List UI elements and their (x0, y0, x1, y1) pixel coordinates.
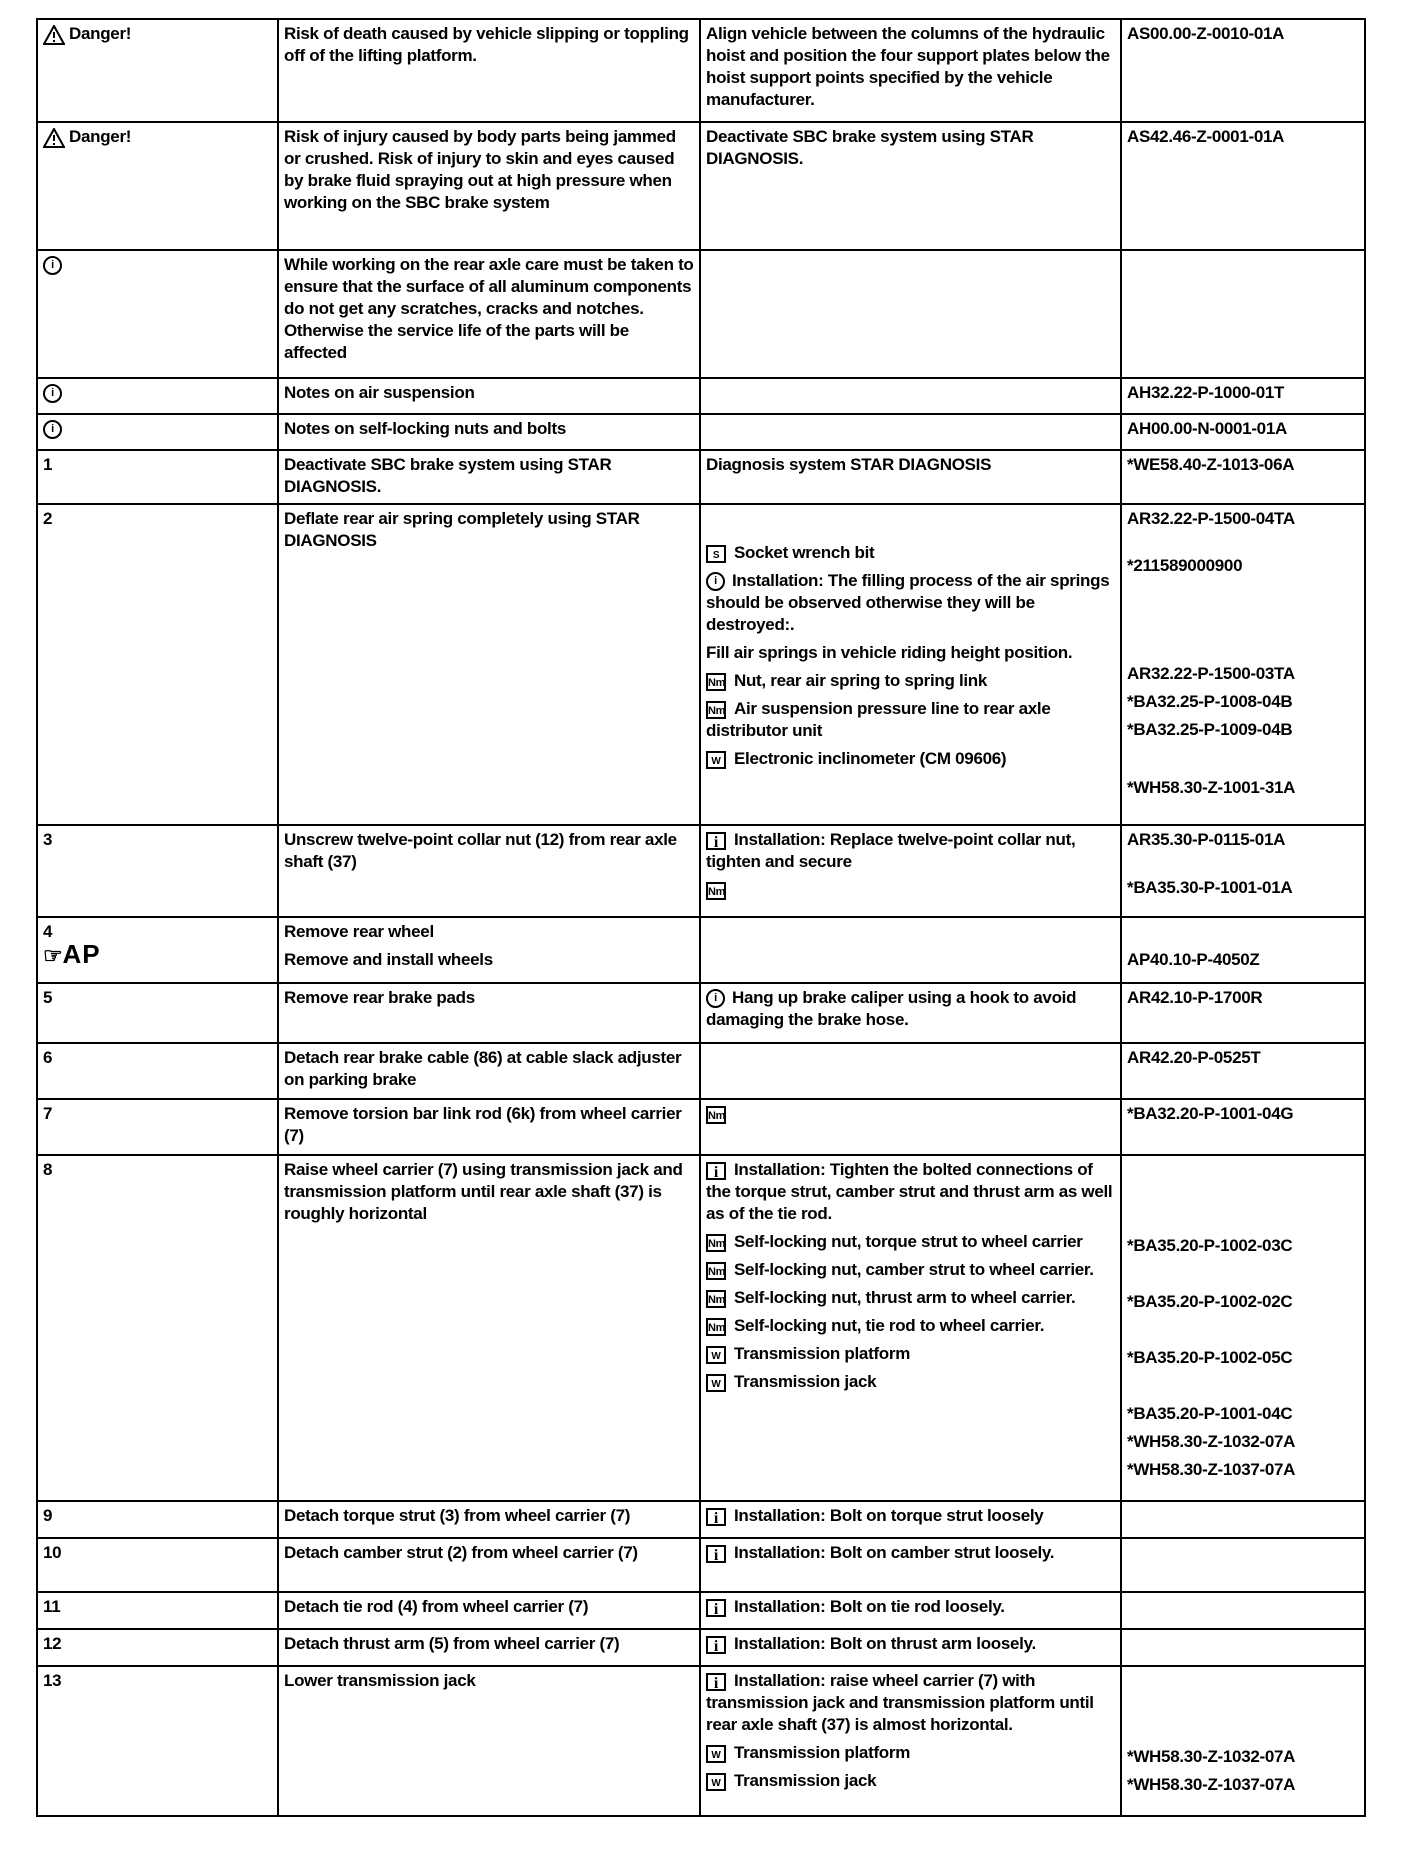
torque-nm-icon: Nm (706, 1262, 726, 1280)
torque-nm-icon: Nm (706, 673, 726, 691)
table-row (37, 1592, 1365, 1629)
torque-nm-icon: Nm (706, 1234, 726, 1252)
info-cell (700, 1099, 1121, 1155)
action-cell: Risk of injury caused by body parts being jammed or crushed. Risk of injury to skin and eyes caused by brake fluid spraying out at high pressure when working on the SBC brake system (278, 122, 700, 250)
procedure-table (36, 18, 1366, 1817)
special-tool-icon: W (706, 751, 726, 769)
step-number: 8 (37, 1155, 278, 1501)
table-row (37, 1666, 1365, 1816)
reference-cell: *BA32.20-P-1001-04G (1121, 1099, 1365, 1155)
step-number: 9 (37, 1501, 278, 1538)
table-row (37, 414, 1365, 450)
table-row (37, 504, 1365, 825)
info-cell: Align vehicle between the columns of the hydraulic hoist and position the four support plates below the hoist support points specified by the vehicle manufacturer. (700, 19, 1121, 122)
reference-cell (1121, 250, 1365, 378)
table-row (37, 917, 1365, 983)
info-icon: i (706, 1508, 726, 1526)
reference-cell: AR42.20-P-0525T (1121, 1043, 1365, 1099)
info-icon: i (706, 1162, 726, 1180)
info-cell: i Installation: Bolt on thrust arm loosely. (700, 1629, 1121, 1666)
reference-cell: *BA35.20-P-1002-03C *BA35.20-P-1002-02C *BA35.20-P-1002-05C *BA35.20-P-1001-04C *WH58.30-Z-1032-07A *WH58.30-Z-1037-07A (1121, 1155, 1365, 1501)
note-circle-icon: i (43, 384, 62, 403)
info-cell: i Installation: Tighten the bolted connections of the torque strut, camber strut and thrust arm as well as of the tie rod. Nm Self-locking nut, torque strut to wheel carrier Nm Self-locking nut, camber strut to wheel carrier. Nm Self-locking nut, thrust arm to wheel carrier. Nm Self-locking nut, tie rod to wheel carrier. W Transmission platform W Transmission jack (700, 1155, 1121, 1501)
table-row (37, 19, 1365, 122)
action-cell: Detach camber strut (2) from wheel carrier (7) (278, 1538, 700, 1592)
step-cell (37, 250, 278, 378)
torque-nm-icon: Nm (706, 1106, 726, 1124)
info-cell: Deactivate SBC brake system using STAR DIAGNOSIS. (700, 122, 1121, 250)
step-number: 12 (37, 1629, 278, 1666)
reference-cell: AR42.10-P-1700R (1121, 983, 1365, 1043)
info-cell: i Installation: Bolt on tie rod loosely. (700, 1592, 1121, 1629)
step-cell (37, 19, 278, 122)
action-cell: Deflate rear air spring completely using STAR DIAGNOSIS (278, 504, 700, 825)
step-number: 5 (37, 983, 278, 1043)
special-tool-icon: W (706, 1745, 726, 1763)
step-number: 13 (37, 1666, 278, 1816)
action-cell: Remove rear brake pads (278, 983, 700, 1043)
note-circle-icon: i (706, 989, 725, 1008)
table-row (37, 983, 1365, 1043)
info-icon: i (706, 832, 726, 850)
table-row (37, 1538, 1365, 1592)
info-icon: i (706, 1545, 726, 1563)
action-cell: Raise wheel carrier (7) using transmission jack and transmission platform until rear axle shaft (37) is roughly horizontal (278, 1155, 700, 1501)
table-row (37, 450, 1365, 504)
reference-cell (1121, 1538, 1365, 1592)
warning-triangle-icon (43, 128, 65, 148)
reference-cell (1121, 1501, 1365, 1538)
danger-label: Danger! (69, 127, 132, 146)
reference-cell: AH00.00-N-0001-01A (1121, 414, 1365, 450)
action-cell: Detach tie rod (4) from wheel carrier (7) (278, 1592, 700, 1629)
info-icon: i (706, 1673, 726, 1691)
info-cell: i Hang up brake caliper using a hook to avoid damaging the brake hose. (700, 983, 1121, 1043)
step-number: 2 (37, 504, 278, 825)
step-cell (37, 122, 278, 250)
table-row (37, 378, 1365, 414)
socket-wrench-icon: S (706, 545, 726, 563)
action-cell: Remove torsion bar link rod (6k) from wheel carrier (7) (278, 1099, 700, 1155)
torque-nm-icon: Nm (706, 701, 726, 719)
warning-triangle-icon (43, 25, 65, 45)
table-row (37, 1155, 1365, 1501)
action-cell: Detach rear brake cable (86) at cable slack adjuster on parking brake (278, 1043, 700, 1099)
table-row (37, 825, 1365, 917)
torque-nm-icon: Nm (706, 1290, 726, 1308)
table-row (37, 1501, 1365, 1538)
step-number: 11 (37, 1592, 278, 1629)
step-number: 7 (37, 1099, 278, 1155)
action-cell: Notes on self-locking nuts and bolts (278, 414, 700, 450)
action-cell: While working on the rear axle care must be taken to ensure that the surface of all aluminum components do not get any scratches, cracks and notches. Otherwise the service life of the parts will be affected (278, 250, 700, 378)
pointing-hand-icon: ☞ (43, 943, 63, 968)
step-cell (37, 414, 278, 450)
table-row (37, 1629, 1365, 1666)
action-cell: Lower transmission jack (278, 1666, 700, 1816)
action-cell: Deactivate SBC brake system using STAR DIAGNOSIS. (278, 450, 700, 504)
reference-cell (1121, 1592, 1365, 1629)
info-cell: i Installation: Bolt on torque strut loosely (700, 1501, 1121, 1538)
action-cell: Remove rear wheel Remove and install wheels (278, 917, 700, 983)
info-cell (700, 917, 1121, 983)
reference-cell: AP40.10-P-4050Z (1121, 917, 1365, 983)
step-number: 3 (37, 825, 278, 917)
info-icon: i (706, 1599, 726, 1617)
reference-cell: *WE58.40-Z-1013-06A (1121, 450, 1365, 504)
info-cell (700, 378, 1121, 414)
torque-nm-icon: Nm (706, 882, 726, 900)
info-icon: i (706, 1636, 726, 1654)
special-tool-icon: W (706, 1773, 726, 1791)
action-cell: Unscrew twelve-point collar nut (12) from rear axle shaft (37) (278, 825, 700, 917)
info-cell: i Installation: Bolt on camber strut loosely. (700, 1538, 1121, 1592)
action-cell: Notes on air suspension (278, 378, 700, 414)
torque-nm-icon: Nm (706, 1318, 726, 1336)
action-cell: Detach torque strut (3) from wheel carrier (7) (278, 1501, 700, 1538)
info-cell: i Installation: raise wheel carrier (7) with transmission jack and transmission platform until rear axle shaft (37) is almost horizontal. W Transmission platform W Transmission jack (700, 1666, 1121, 1816)
reference-cell: AR32.22-P-1500-04TA *211589000900 AR32.22-P-1500-03TA *BA32.25-P-1008-04B *BA32.25-P-1009-04B *WH58.30-Z-1001-31A (1121, 504, 1365, 825)
reference-cell: *WH58.30-Z-1032-07A *WH58.30-Z-1037-07A (1121, 1666, 1365, 1816)
special-tool-icon: W (706, 1346, 726, 1364)
table-row (37, 122, 1365, 250)
reference-cell (1121, 1629, 1365, 1666)
action-cell: Risk of death caused by vehicle slipping or toppling off of the lifting platform. (278, 19, 700, 122)
note-circle-icon: i (706, 572, 725, 591)
table-row (37, 1043, 1365, 1099)
reference-cell: AS42.46-Z-0001-01A (1121, 122, 1365, 250)
info-cell: S Socket wrench bit i Installation: The filling process of the air springs should be observed otherwise they will be destroyed:. Fill air springs in vehicle riding height position. Nm Nut, rear air spring to spring link Nm Air suspension pressure line to rear axle distributor unit W Electronic inclinometer (CM 09606) (700, 504, 1121, 825)
step-number: 6 (37, 1043, 278, 1099)
info-cell: Diagnosis system STAR DIAGNOSIS (700, 450, 1121, 504)
info-cell (700, 250, 1121, 378)
note-circle-icon: i (43, 256, 62, 275)
table-row (37, 1099, 1365, 1155)
step-cell (37, 378, 278, 414)
reference-cell: AS00.00-Z-0010-01A (1121, 19, 1365, 122)
info-cell (700, 1043, 1121, 1099)
step-number: 10 (37, 1538, 278, 1592)
step-cell: 4 ☞AP (37, 917, 278, 983)
reference-cell: AR35.30-P-0115-01A *BA35.30-P-1001-01A (1121, 825, 1365, 917)
info-cell (700, 414, 1121, 450)
step-number: 1 (37, 450, 278, 504)
action-cell: Detach thrust arm (5) from wheel carrier (7) (278, 1629, 700, 1666)
info-cell: i Installation: Replace twelve-point collar nut, tighten and secure Nm (700, 825, 1121, 917)
table-row (37, 250, 1365, 378)
special-tool-icon: W (706, 1374, 726, 1392)
danger-label: Danger! (69, 24, 132, 43)
reference-cell: AH32.22-P-1000-01T (1121, 378, 1365, 414)
note-circle-icon: i (43, 420, 62, 439)
ap-label: AP (62, 939, 101, 969)
